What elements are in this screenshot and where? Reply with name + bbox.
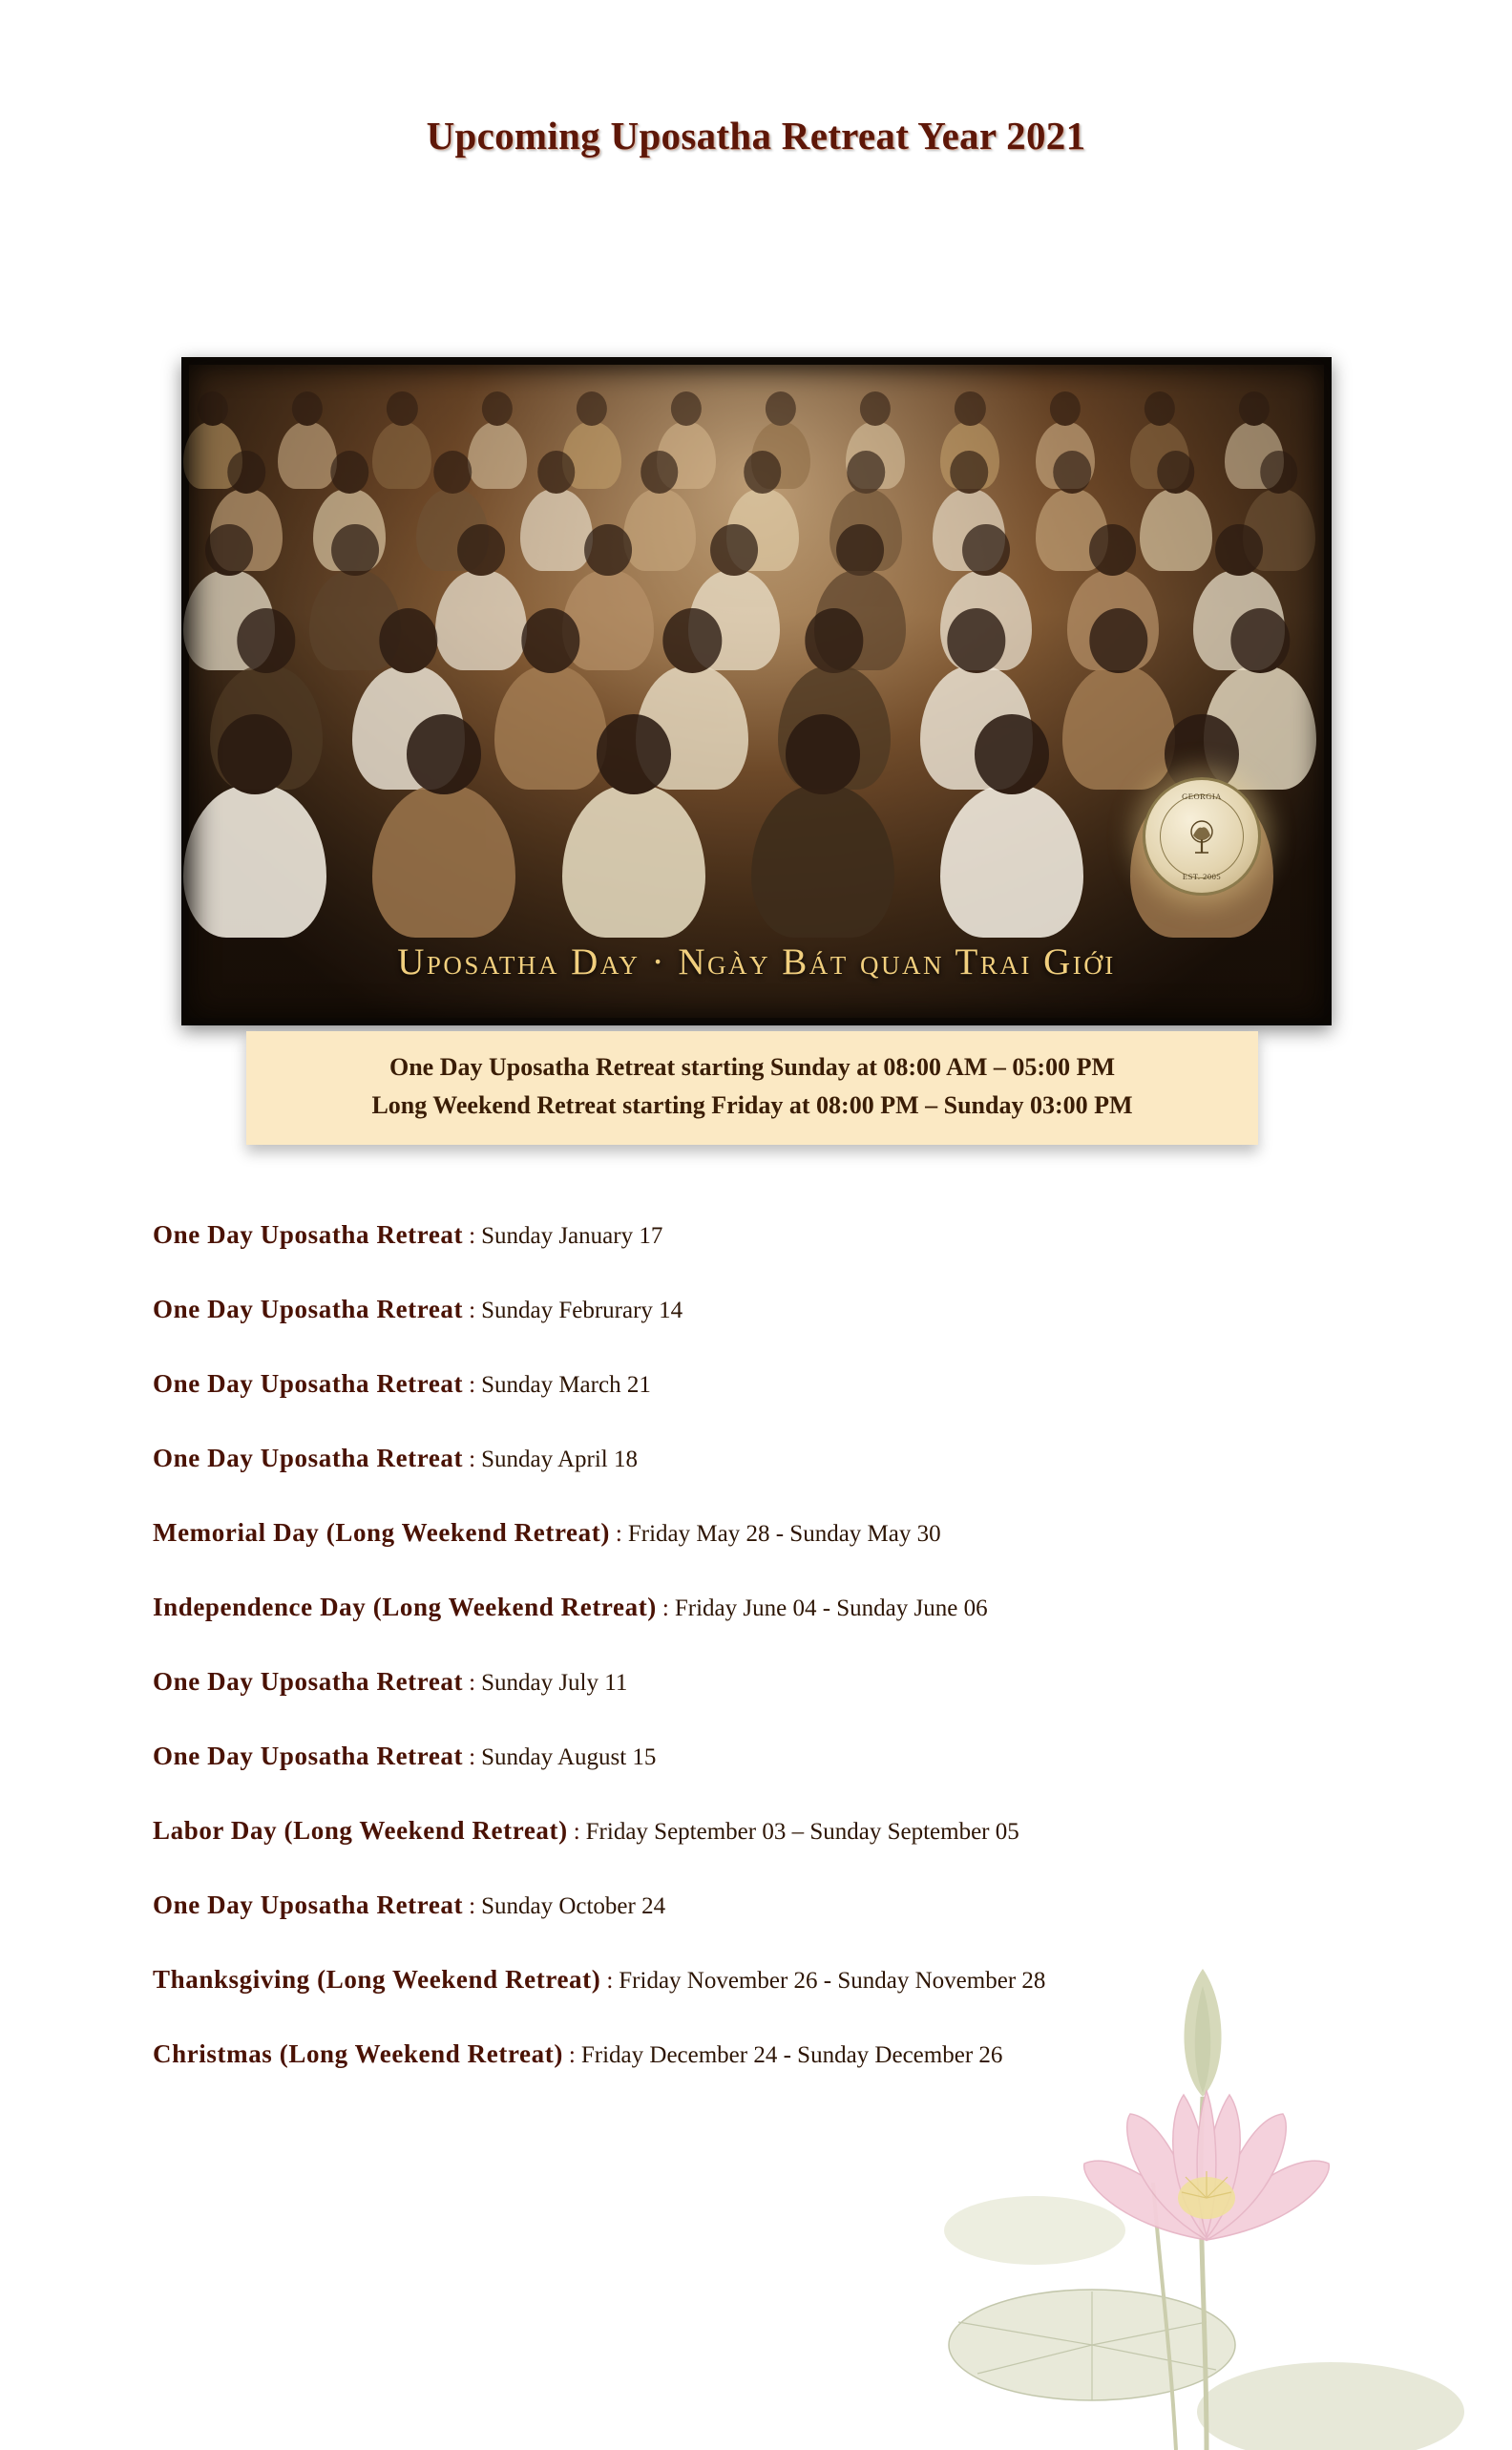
schedule-row-date: Friday September 03 – Sunday September 05 (585, 1819, 1019, 1845)
crowd-figure-head (218, 714, 292, 793)
crowd-figure-head (597, 714, 671, 793)
crowd-figure (751, 785, 894, 938)
long-weekend-time-line: Long Weekend Retreat starting Friday at 08:00 PM – Sunday 03:00 PM (371, 1091, 1133, 1120)
crowd-figure-head (786, 714, 860, 793)
schedule-row-separator: : (615, 1521, 622, 1547)
seal-bottom-text: EST. 2005 (1182, 872, 1222, 881)
crowd-figure-head (1231, 608, 1290, 673)
schedule-row-label: One Day Uposatha Retreat (153, 1667, 464, 1696)
schedule-row-label: Memorial Day (Long Weekend Retreat) (153, 1518, 610, 1547)
crowd-figure-head (836, 524, 884, 577)
crowd-figure (183, 785, 326, 938)
crowd-figure-head (951, 451, 989, 494)
schedule-row (153, 1816, 1394, 1846)
schedule-row-date: Sunday July 11 (481, 1670, 628, 1696)
crowd-figure-head (860, 391, 891, 426)
crowd-figure (940, 785, 1083, 938)
schedule-row-label: One Day Uposatha Retreat (153, 1220, 464, 1249)
crowd-figure (562, 785, 705, 938)
crowd-figure-head (962, 524, 1010, 577)
crowd-figure-head (1144, 391, 1175, 426)
schedule-row-separator: : (469, 1223, 476, 1249)
crowd-figure-head (1157, 451, 1195, 494)
schedule-row-date: Sunday March 21 (481, 1372, 651, 1398)
crowd-figure-head (577, 391, 607, 426)
schedule-row-label: Labor Day (Long Weekend Retreat) (153, 1816, 568, 1845)
schedule-row-separator: : (469, 1298, 476, 1323)
crowd-figure-head (663, 608, 722, 673)
crowd-figure (372, 422, 431, 489)
crowd-figure-head (537, 451, 576, 494)
crowd-figure (372, 785, 515, 938)
crowd-figure-head (1260, 451, 1298, 494)
crowd-figure (435, 570, 527, 670)
crowd-figure-head (481, 391, 512, 426)
crowd-figure (1140, 489, 1212, 571)
retreat-photo-banner (181, 357, 1332, 1025)
crowd-figure (1062, 665, 1175, 790)
schedule-row-separator: : (568, 2042, 576, 2068)
crowd-figure-head (744, 451, 782, 494)
schedule-row-date: Sunday October 24 (481, 1893, 666, 1919)
schedule-row (153, 1369, 1394, 1399)
crowd-figure-head (1215, 524, 1263, 577)
schedule-row-label: Christmas (Long Weekend Retreat) (153, 2039, 563, 2068)
schedule-row (153, 1890, 1394, 1920)
schedule-row-date: Friday May 28 - Sunday May 30 (627, 1521, 941, 1547)
banner-caption: Uposatha Day · Ngày Bát quan Trai Giới (397, 941, 1116, 982)
schedule-row-date: Sunday January 17 (481, 1223, 663, 1249)
crowd-figure-head (640, 451, 679, 494)
crowd-figure-head (1239, 391, 1270, 426)
crowd-figure-head (387, 391, 417, 426)
schedule-row (153, 2039, 1394, 2069)
crowd-figure-head (1049, 391, 1080, 426)
crowd-figure (623, 489, 696, 571)
schedule-list (153, 1220, 1394, 2114)
crowd-figure (468, 422, 527, 489)
crowd-figure-head (237, 608, 295, 673)
schedule-row-label: One Day Uposatha Retreat (153, 1369, 464, 1398)
schedule-row-label: Thanksgiving (Long Weekend Retreat) (153, 1965, 601, 1994)
crowd-figure-head (710, 524, 758, 577)
crowd-figure-head (205, 524, 253, 577)
crowd-figure-head (584, 524, 632, 577)
crowd-figure (278, 422, 337, 489)
schedule-row-date: Sunday April 18 (481, 1447, 638, 1472)
schedule-row-label: One Day Uposatha Retreat (153, 1742, 464, 1770)
seal-tree-icon (1160, 794, 1244, 878)
schedule-row-separator: : (469, 1893, 476, 1919)
schedule-row (153, 1667, 1394, 1697)
crowd-figure-head (671, 391, 702, 426)
schedule-row-label: Independence Day (Long Weekend Retreat) (153, 1593, 657, 1621)
schedule-row-date: Sunday August 15 (481, 1744, 657, 1770)
schedule-row (153, 1518, 1394, 1548)
retreat-photo (189, 365, 1324, 1018)
crowd-figure-head (407, 714, 481, 793)
schedule-row-label: One Day Uposatha Retreat (153, 1444, 464, 1472)
schedule-row-separator: : (469, 1744, 476, 1770)
schedule-row-separator: : (469, 1447, 476, 1472)
one-day-time-line: One Day Uposatha Retreat starting Sunday at 08:00 AM – 05:00 PM (389, 1053, 1115, 1081)
schedule-row-separator: : (469, 1372, 476, 1398)
crowd-figure-head (521, 608, 579, 673)
schedule-row (153, 1220, 1394, 1250)
crowd-figure-head (379, 608, 437, 673)
schedule-row (153, 1742, 1394, 1771)
crowd-figure-head (847, 451, 885, 494)
crowd-figure-head (975, 714, 1049, 793)
crowd-figure-head (331, 524, 379, 577)
photo-frame (181, 357, 1332, 1025)
crowd-figure (494, 665, 607, 790)
monastery-seal-icon (1143, 777, 1261, 896)
schedule-row-separator: : (606, 1968, 614, 1994)
schedule-row-separator: : (469, 1670, 476, 1696)
crowd-figure-head (330, 451, 368, 494)
crowd-figure-head (805, 608, 863, 673)
schedule-row-date: Friday June 04 - Sunday June 06 (674, 1595, 988, 1621)
crowd-figure (520, 489, 593, 571)
crowd-figure-head (766, 391, 796, 426)
schedule-row-date: Sunday Februrary 14 (481, 1298, 683, 1323)
schedule-row (153, 1593, 1394, 1622)
schedule-row (153, 1295, 1394, 1324)
schedule-row-date: Friday December 24 - Sunday December 26 (580, 2042, 1003, 2068)
crowd-figure-head (1089, 524, 1137, 577)
schedule-row (153, 1965, 1394, 1995)
schedule-row-separator: : (573, 1819, 580, 1845)
retreat-times-box (246, 1031, 1258, 1145)
crowd-figure-head (1054, 451, 1092, 494)
schedule-row-separator: : (662, 1595, 669, 1621)
crowd-figure-head (292, 391, 323, 426)
schedule-row-label: One Day Uposatha Retreat (153, 1890, 464, 1919)
page-title: Upcoming Uposatha Retreat Year 2021 (426, 114, 1086, 158)
crowd-figure-head (227, 451, 265, 494)
schedule-row (153, 1444, 1394, 1473)
crowd-figure-head (457, 524, 505, 577)
crowd-figure-head (434, 451, 472, 494)
crowd-figure-head (955, 391, 985, 426)
crowd-figure-head (198, 391, 228, 426)
crowd-figure-head (947, 608, 1005, 673)
crowd-figure-head (1089, 608, 1147, 673)
schedule-row-date: Friday November 26 - Sunday November 28 (619, 1968, 1046, 1994)
seal-top-text: GEORGIA (1182, 792, 1222, 801)
schedule-row-label: One Day Uposatha Retreat (153, 1295, 464, 1323)
